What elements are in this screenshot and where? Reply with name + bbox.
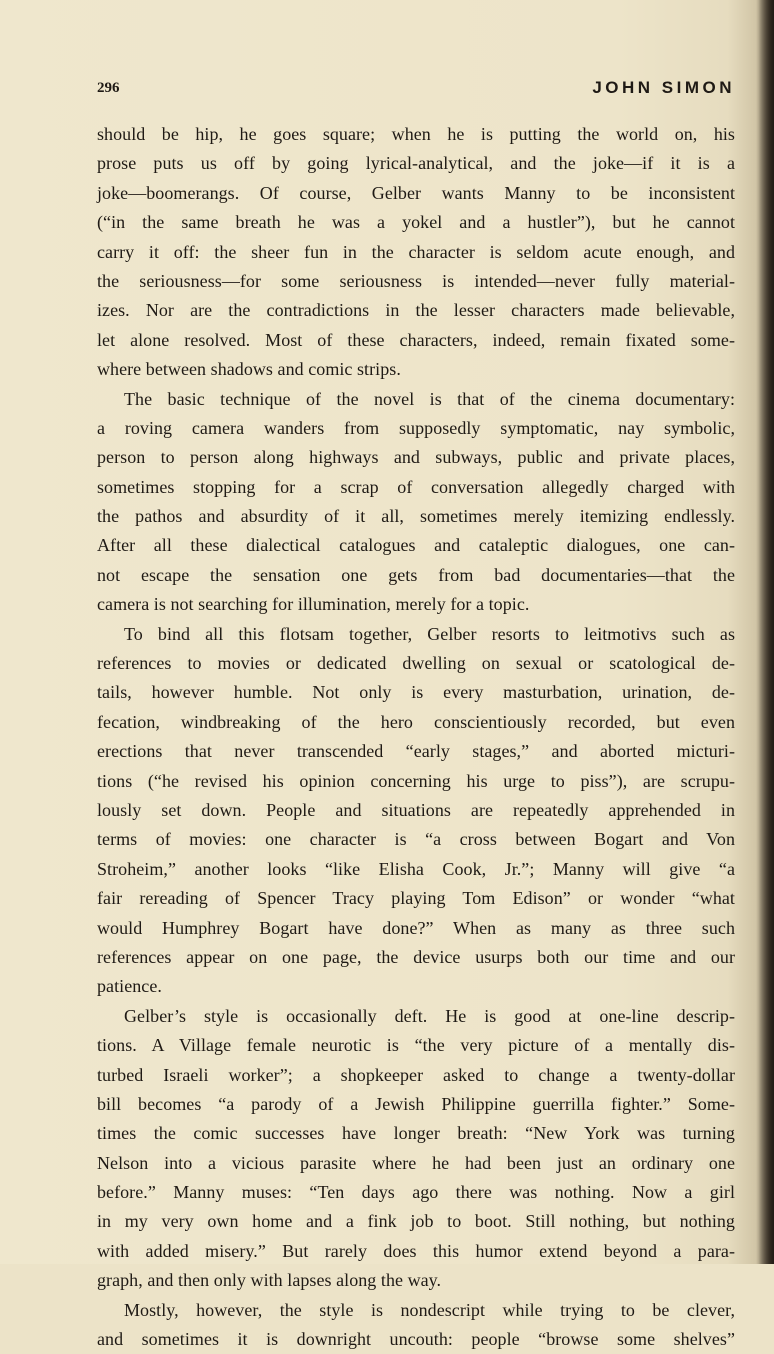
page-header [97,80,735,102]
text-line: (“in the same breath he was a yokel and a hustler”), but he cannot [97,212,735,233]
text-line: bill becomes “a parody of a Jewish Philippine guerrilla fighter.” Some- [97,1093,735,1114]
text-line: and sometimes it is downright uncouth: people “browse some shelves” [97,1329,735,1350]
text-line: tions. A Village female neurotic is “the very picture of a mentally dis- [97,1035,735,1056]
text-line: erections that never transcended “early stages,” and aborted micturi- [97,741,735,762]
text-line: The basic technique of the novel is that of the cinema documentary: [124,388,735,409]
text-line: carry it off: the sheer fun in the character is seldom acute enough, and [97,241,735,262]
text-line: references to movies or dedicated dwelling on sexual or scatological de- [97,653,735,674]
text-line: a roving camera wanders from supposedly symptomatic, nay symbolic, [97,417,735,438]
text-line: tails, however humble. Not only is every masturbation, urination, de- [97,682,735,703]
text-line: After all these dialectical catalogues and cataleptic dialogues, one can- [97,535,735,556]
text-line: should be hip, he goes square; when he is putting the world on, his [97,124,735,144]
text-line: references appear on one page, the device usurps both our time and our [97,946,735,967]
page-number: 296 [97,80,120,96]
text-line: Mostly, however, the style is nondescript while trying to be clever, [124,1299,735,1320]
text-line: times the comic successes have longer breath: “New York was turning [97,1123,735,1144]
text-line: joke—boomerangs. Of course, Gelber wants Manny to be inconsistent [97,182,735,203]
text-line: the pathos and absurdity of it all, sometimes merely itemizing endlessly. [97,506,735,527]
text-line: tions (“he revised his opinion concerning his urge to piss”), are scrupu- [97,770,735,791]
text-line: where between shadows and comic strips. [97,359,401,380]
text-line: let alone resolved. Most of these characters, indeed, remain fixated some- [97,329,735,350]
text-line: prose puts us off by going lyrical-analytical, and the joke—if it is a [97,153,735,174]
text-line: before.” Manny muses: “Ten days ago there was nothing. Now a girl [97,1182,735,1203]
text-line: would Humphrey Bogart have done?” When as many as three such [97,917,735,938]
text-line: izes. Nor are the contradictions in the lesser characters made believable, [97,300,735,321]
text-line: the seriousness—for some seriousness is intended—never fully material- [97,270,735,291]
text-line: terms of movies: one character is “a cross between Bogart and Von [97,829,735,850]
text-line: To bind all this flotsam together, Gelber resorts to leitmotivs such as [124,623,735,644]
text-line: fair rereading of Spencer Tracy playing Tom Edison” or wonder “what [97,888,735,909]
text-line: turbed Israeli worker”; a shopkeeper asked to change a twenty-dollar [97,1064,735,1085]
text-line: person to person along highways and subways, public and private places, [97,447,735,468]
text-line: with added misery.” But rarely does this humor extend beyond a para- [97,1240,735,1261]
body-text [97,120,735,1354]
text-line: graph, and then only with lapses along the way. [97,1270,442,1291]
text-line: Stroheim,” another looks “like Elisha Cook, Jr.”; Manny will give “a [97,858,735,879]
text-line: camera is not searching for illumination, merely for a topic. [97,594,530,615]
running-head: JOHN SIMON [592,78,735,97]
text-line: not escape the sensation one gets from bad documentaries—that the [97,564,735,585]
text-line: Gelber’s style is occasionally deft. He is good at one-line descrip- [124,1005,735,1026]
page-edge-shadow [756,0,774,1264]
text-line: lously set down. People and situations are repeatedly apprehended in [97,799,735,820]
text-line: Nelson into a vicious parasite where he had been just an ordinary one [97,1152,735,1173]
text-line: patience. [97,976,162,997]
text-line: sometimes stopping for a scrap of conversation allegedly charged with [97,476,735,497]
text-line: fecation, windbreaking of the hero conscientiously recorded, but even [97,711,735,732]
text-line: in my very own home and a fink job to boot. Still nothing, but nothing [97,1211,735,1232]
